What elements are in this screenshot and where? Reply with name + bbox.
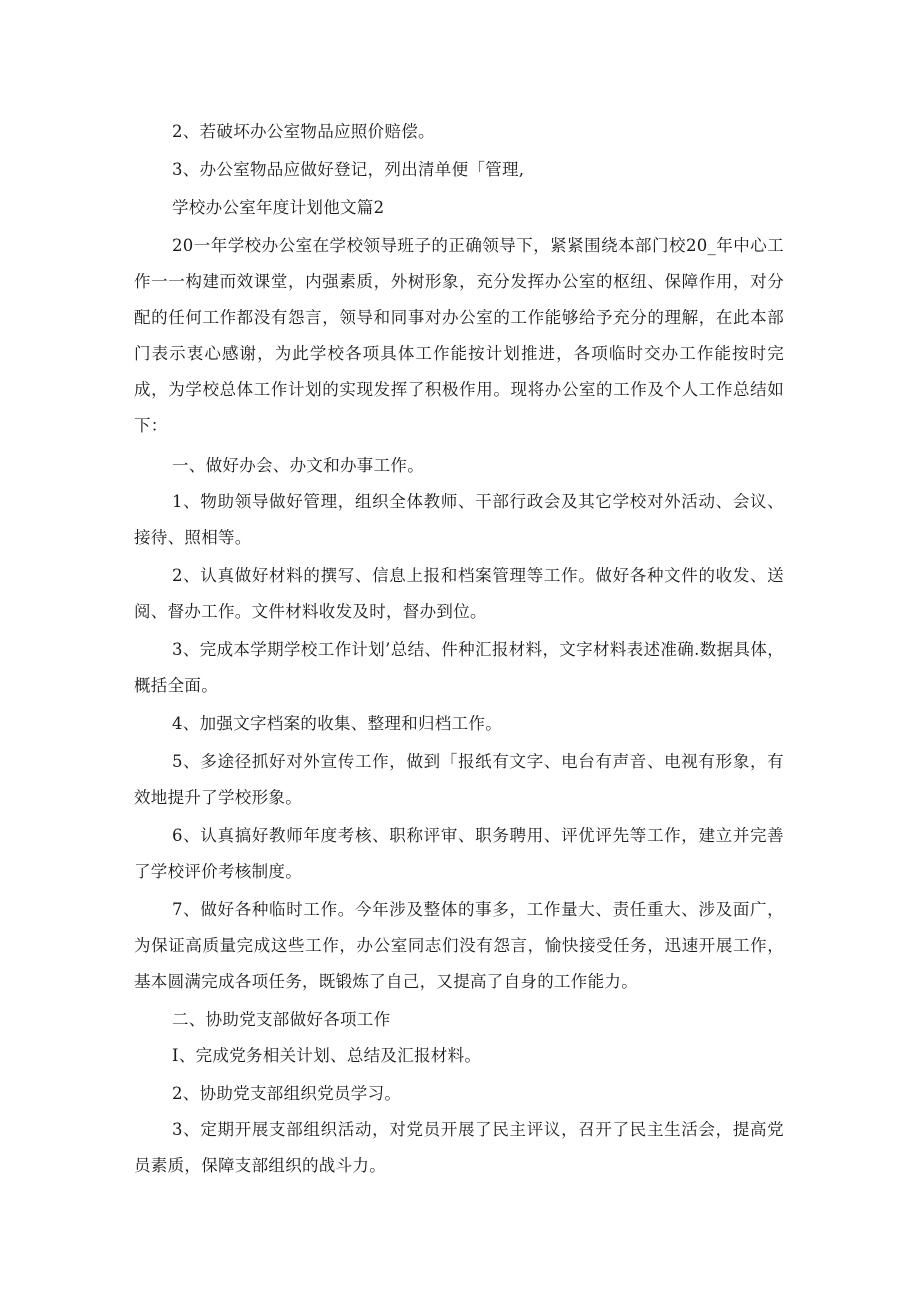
heading-office-work: 一、做好办会、办文和办事工作。 bbox=[172, 456, 424, 475]
list-item-1: 1、物助领导做好管理，组织全体教师、干部行政会及其它学校对外活动、会议、接待、照相等。 bbox=[134, 492, 784, 547]
section-title: 学校办公室年度计划他文篇2 bbox=[172, 198, 385, 217]
heading-party-branch: 二、协助党支部做好各项工作 bbox=[172, 1010, 391, 1029]
party-item-1: I、完成党务相关计划、总结及汇报材料。 bbox=[172, 1046, 482, 1065]
paragraph-intro: 20一年学校办公室在学校领导班子的正确领导下，紧紧围绕本部门校20_年中心工作一一构建而效课堂，内强素质，外树形象，充分发挥办公室的枢纽、保障作用，对分配的任何工作都没有怨言，领导和同事对办公室的工作能够给予充分的理解，在此本部门表示衷心感谢，为此学校各项具体工作能按计划推进，各项临时交办工作能按时完成，为学校总体工作计划的实现发挥了积极作用。现将办公室的工作及个人工作总结如下： bbox=[134, 236, 784, 435]
list-item-3: 3、完成本学期学校工作计划’总结、件种汇报材料，文字材料表述准确.数据具体，概括全面。 bbox=[134, 640, 784, 695]
list-item-4: 4、加强文字档案的收集、整理和归档工作。 bbox=[172, 714, 502, 733]
party-item-3: 3、定期开展支部组织活动，对党员开展了民主评议，召开了民主生活会，提高党员素质，保障支部组织的战斗力。 bbox=[134, 1120, 784, 1175]
party-item-2: 2、协助党支部组织党员学习。 bbox=[172, 1084, 402, 1103]
list-item-6: 6、认真搞好教师年度考核、职称评审、职务聘用、评优评先等工作，建立并完善了学校评价考核制度。 bbox=[134, 826, 784, 881]
list-item-5: 5、多途径抓好对外宣传工作，做到「报纸有文字、电台有声音、电视有形象，有效地提升了学校形象。 bbox=[134, 752, 784, 807]
list-item-7: 7、做好各种临时工作。今年涉及整体的事多，工作量大、责任重大、涉及面广，为保证高质量完成这些工作，办公室同志们没有怨言，愉快接受任务，迅速开展工作，基本圆满完成各项任务，既锻炼了自己，又提高了自身的工作能力。 bbox=[134, 900, 784, 991]
paragraph-registration-rule: 3、办公室物品应做好登记，列出清单便「管理, bbox=[172, 160, 525, 179]
list-item-2: 2、认真做好材料的撰写、信息上报和档案管理等工作。做好各种文件的收发、送阅、督办工作。文件材料收发及时，督办到位。 bbox=[134, 566, 784, 621]
paragraph-compensation-rule: 2、若破坏办公室物品应照价赔偿。 bbox=[172, 122, 435, 141]
